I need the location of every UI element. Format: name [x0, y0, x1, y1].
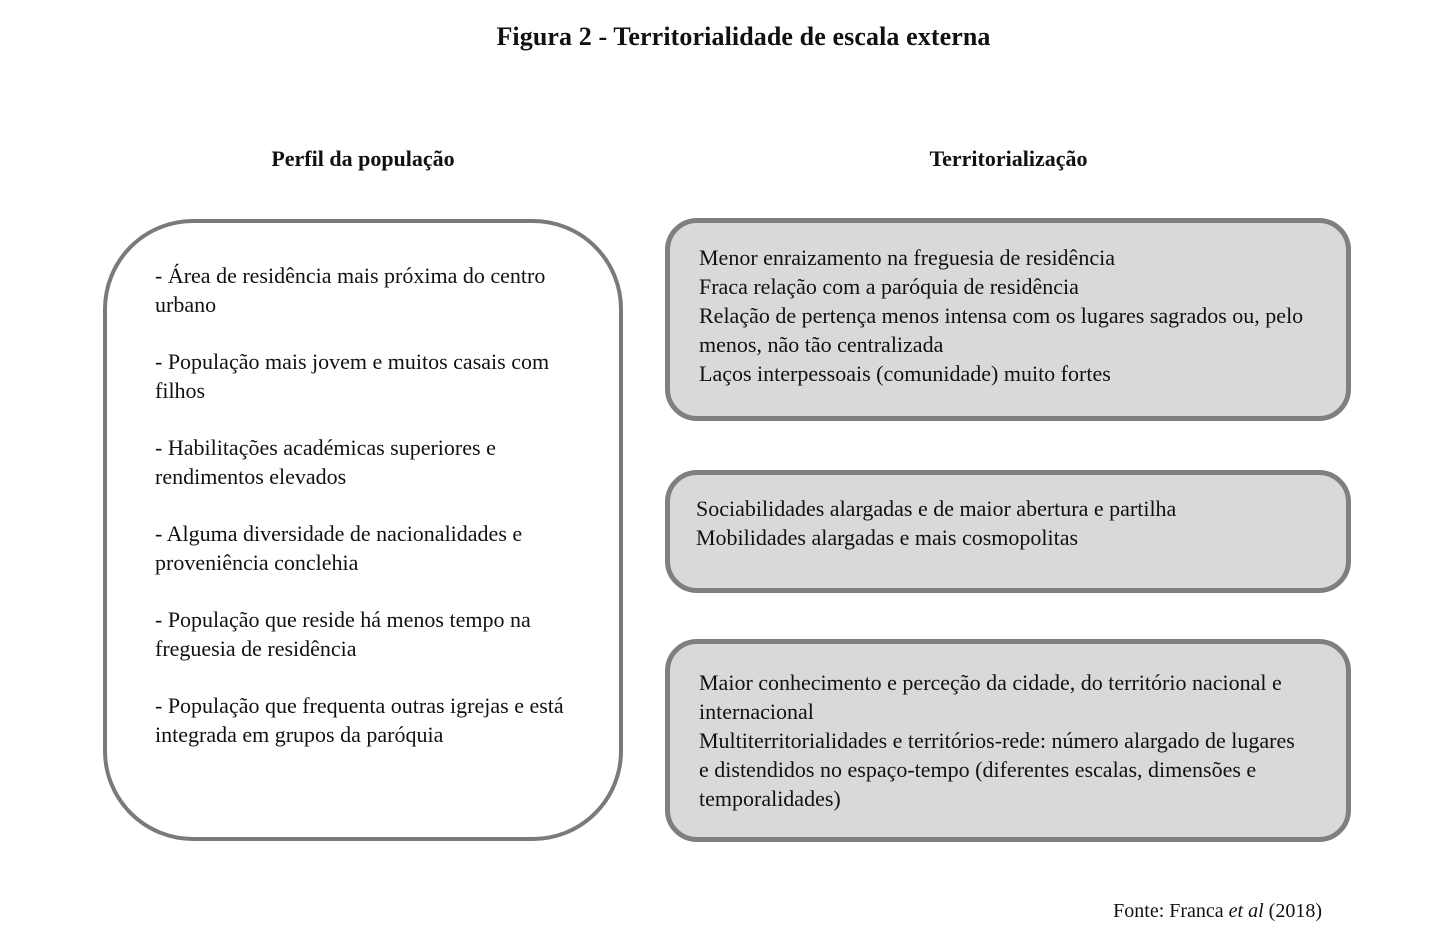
territorialization-line: Relação de pertença menos intensa com os lugares sagrados ou, pelo menos, não tão centralizada [699, 303, 1304, 357]
profile-item-other-churches: - População que frequenta outras igrejas e está integrada em grupos da paróquia [155, 693, 564, 747]
territorialization-line: Maior conhecimento e perceção da cidade, do território nacional e internacional [699, 670, 1282, 724]
population-profile-box [103, 219, 623, 841]
profile-item-young-population: - População mais jovem e muitos casais com filhos [155, 349, 550, 403]
territorialization-heading: Territorialização [929, 146, 1088, 171]
profile-item-nationality-diversity: - Alguma diversidade de nacionalidades e proveniência conclehia [155, 521, 523, 575]
population-profile-heading: Perfil da população [271, 146, 455, 171]
territorialization-line: Mobilidades alargadas e mais cosmopolitas [696, 525, 1079, 550]
profile-item-residence-area: - Área de residência mais próxima do centro urbano [155, 263, 546, 317]
territorialization-line: Fraca relação com a paróquia de residência [699, 274, 1079, 299]
source-suffix: (2018) [1263, 900, 1322, 922]
profile-item-residence-time: - População que reside há menos tempo na freguesia de residência [155, 607, 531, 661]
territorialization-box-sociability [665, 470, 1351, 593]
population-profile-list [155, 261, 585, 777]
territorialization-list-2 [696, 494, 1316, 552]
figure-title: Figura 2 - Territorialidade de escala externa [496, 22, 991, 51]
territorialization-box-rootedness [665, 218, 1351, 421]
territorialization-line: Sociabilidades alargadas e de maior abertura e partilha [696, 496, 1177, 521]
territorialization-list-1 [699, 243, 1309, 388]
territorialization-list-3 [699, 668, 1309, 813]
profile-item-education-income: - Habilitações académicas superiores e rendimentos elevados [155, 435, 496, 489]
source-prefix: Fonte: Franca [1113, 900, 1229, 922]
source-citation [1113, 900, 1322, 923]
territorialization-line: Multiterritorialidades e territórios-rede: número alargado de lugares e distendidos no espaço-tempo (diferentes escalas, dimensões e temporalidades) [699, 728, 1295, 811]
territorialization-line: Laços interpessoais (comunidade) muito fortes [699, 361, 1111, 386]
territorialization-box-multiterritoriality [665, 639, 1351, 842]
source-et-al: et al [1228, 900, 1264, 922]
territorialization-line: Menor enraizamento na freguesia de residência [699, 245, 1115, 270]
